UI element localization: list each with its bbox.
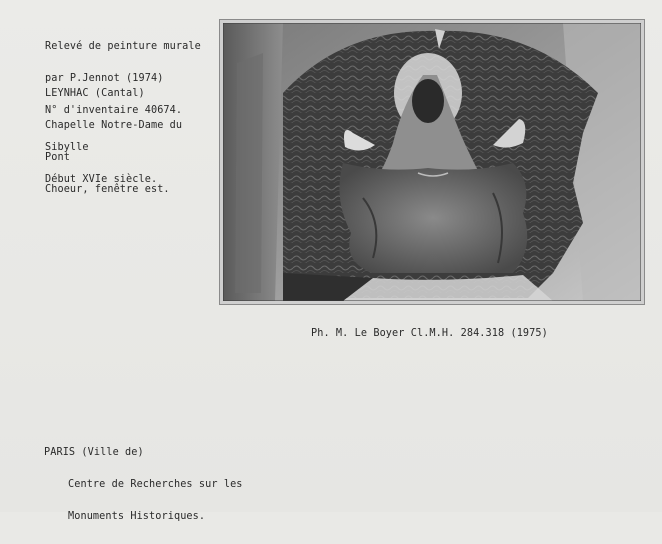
- subject-name: Sibylle: [45, 142, 89, 154]
- mural-photograph: [219, 19, 645, 305]
- location-chapel-cont: Pont: [45, 151, 70, 163]
- inventory-number: N° d'inventaire 40674.: [45, 104, 183, 116]
- subject-block: [45, 122, 157, 207]
- mural-image: [223, 23, 641, 301]
- location-detail: Choeur, fenêtre est.: [45, 183, 170, 195]
- photo-credit: Ph. M. Le Boyer Cl.M.H. 284.318 (1975): [311, 328, 548, 339]
- location-chapel: Chapelle Notre-Dame du: [45, 119, 183, 131]
- institution-name: Centre de Recherches sur les: [68, 478, 243, 490]
- record-author: par P.Jennot (1974): [45, 72, 164, 84]
- institution-name-cont: Monuments Historiques.: [68, 510, 206, 522]
- subject-date: Début XVIe siècle.: [45, 173, 158, 185]
- institution-city: PARIS (Ville de): [44, 447, 144, 459]
- location-town: LEYNHAC (Cantal): [45, 88, 145, 100]
- institution-block: [44, 427, 243, 544]
- record-title: Relevé de peinture murale: [45, 41, 201, 53]
